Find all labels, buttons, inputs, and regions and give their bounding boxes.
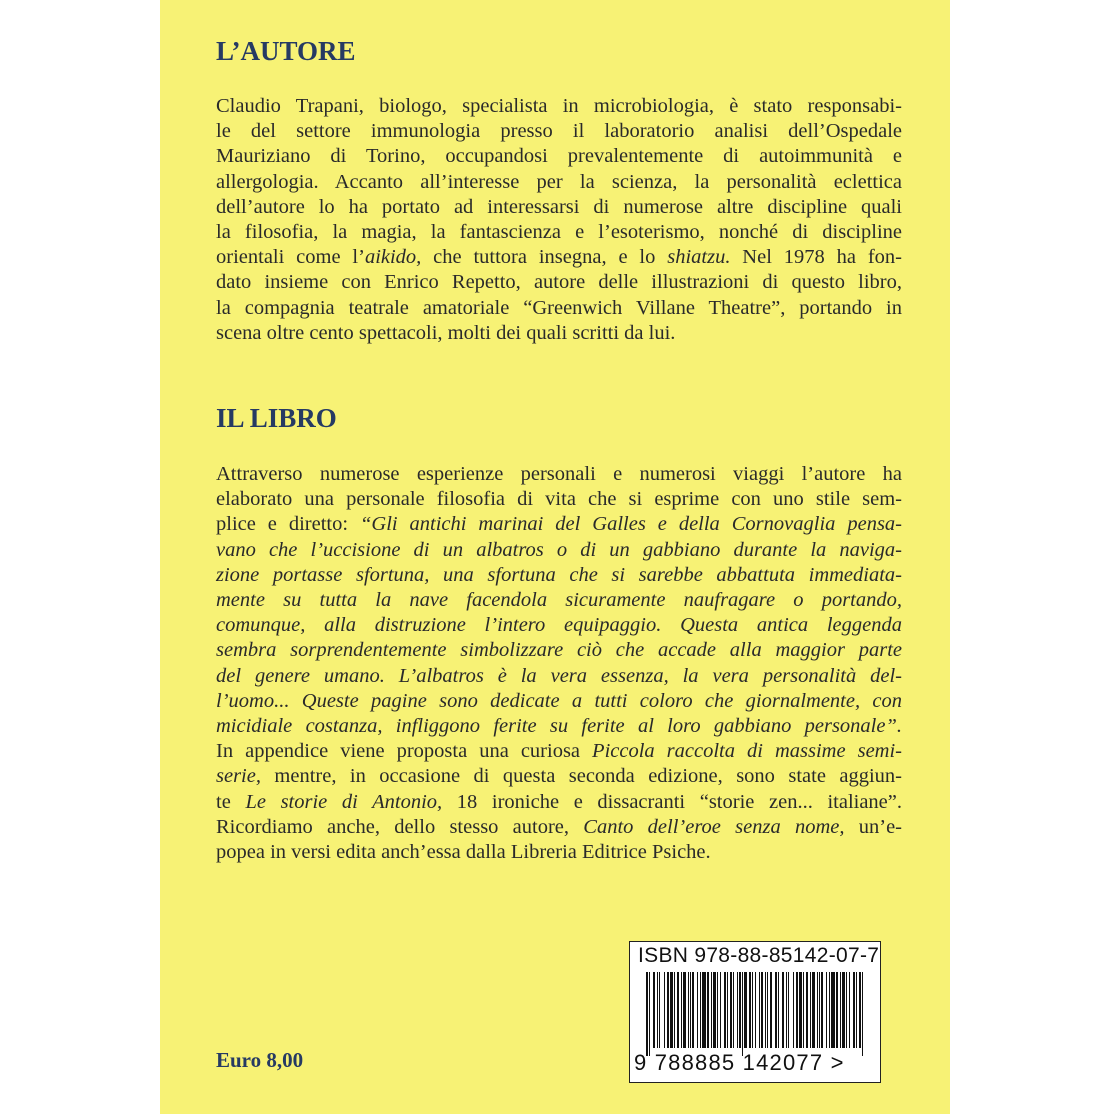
barcode-bar bbox=[819, 972, 820, 1048]
barcode-bar bbox=[711, 972, 712, 1048]
barcode-bar bbox=[755, 972, 756, 1048]
barcode-bar bbox=[799, 972, 802, 1048]
book-paragraph bbox=[216, 462, 902, 865]
book-line: vano che l’uccisione di un albatros o di un gabbiano durante la naviga- bbox=[216, 538, 902, 561]
barcode-bar bbox=[667, 972, 669, 1048]
barcode-bar bbox=[720, 972, 721, 1048]
barcode-bar bbox=[856, 972, 857, 1048]
barcode-bar bbox=[765, 972, 766, 1048]
barcode-bar bbox=[836, 972, 838, 1048]
barcode-bar bbox=[853, 972, 855, 1048]
isbn-label: ISBN 978-88-85142-07-7 bbox=[638, 944, 880, 967]
book-line: sembra sorprendentemente simbolizzare ciò che accade alla maggior parte bbox=[216, 639, 902, 662]
barcode-bar bbox=[812, 972, 815, 1048]
author-line: orientali come l’aikido, che tuttora insegna, e lo shiatzu. Nel 1978 ha fon- bbox=[216, 246, 902, 269]
book-line: serie, mentre, in occasione di questa seconda edizione, sono state aggiun- bbox=[216, 765, 902, 788]
book-line: mente su tutta la nave facendola sicuramente naufragare o portando, bbox=[216, 589, 902, 612]
author-paragraph bbox=[216, 94, 902, 346]
barcode-bar bbox=[761, 972, 763, 1048]
barcode-bar bbox=[657, 972, 658, 1048]
barcode-bar bbox=[849, 972, 850, 1048]
barcode-digits: 9 788885 142077 > bbox=[634, 1050, 845, 1075]
price-label: Euro 8,00 bbox=[216, 1048, 304, 1072]
barcode-bar bbox=[831, 972, 835, 1048]
barcode-bar bbox=[670, 972, 673, 1048]
author-heading: L’AUTORE bbox=[216, 36, 356, 66]
barcode-bar bbox=[744, 972, 747, 1048]
book-line: comunque, alla distruzione l’intero equipaggio. Questa antica leggenda bbox=[216, 614, 902, 637]
barcode-bar bbox=[786, 972, 787, 1048]
barcode-bar bbox=[770, 972, 772, 1048]
barcode-bar bbox=[862, 972, 863, 1056]
author-line: la compagnia teatrale amatoriale “Greenwich Villane Theatre”, portando in bbox=[216, 296, 902, 319]
barcode-bar bbox=[817, 972, 818, 1048]
author-line: Claudio Trapani, biologo, specialista in microbiologia, è stato responsabi- bbox=[216, 95, 902, 117]
barcode-bar bbox=[724, 972, 726, 1048]
book-heading: IL LIBRO bbox=[216, 403, 337, 433]
barcode-bar bbox=[664, 972, 665, 1048]
barcode-bar bbox=[749, 972, 751, 1048]
book-line: te Le storie di Antonio, 18 ironiche e dissacranti “storie zen... italiane”. bbox=[216, 790, 903, 813]
barcode-bar bbox=[659, 972, 660, 1048]
barcode-bar bbox=[702, 972, 706, 1048]
book-line: Ricordiamo anche, dello stesso autore, Canto dell’eroe senza nome, un’e- bbox=[216, 815, 902, 838]
barcode-bar bbox=[759, 972, 760, 1048]
barcode-bar bbox=[697, 972, 698, 1048]
barcode-bar bbox=[737, 972, 738, 1048]
book-line: l’uomo... Queste pagine sono dedicate a tutti coloro che giornalmente, con bbox=[216, 689, 902, 712]
barcode-bar bbox=[803, 972, 804, 1048]
book-line: elaborato una personale filosofia di vita che si esprime con uno stile sem- bbox=[216, 488, 902, 511]
barcode-bar bbox=[653, 972, 655, 1048]
barcode-bar bbox=[829, 972, 830, 1048]
barcode-bar bbox=[730, 972, 732, 1048]
barcode-bar bbox=[796, 972, 798, 1048]
barcode-bar bbox=[707, 972, 709, 1048]
book-line: micidiale costanza, infliggono ferite su ferite al loro gabbiano personale”. bbox=[216, 715, 902, 738]
book-line: popea in versi edita anch’essa dalla Libreria Editrice Psiche. bbox=[216, 841, 711, 864]
barcode-bar bbox=[727, 972, 728, 1048]
author-line: dell’autore lo ha portato ad interessarsi di numerose altre discipline quali bbox=[216, 195, 902, 218]
barcode-bar bbox=[840, 972, 841, 1048]
barcode-bar bbox=[846, 972, 847, 1048]
barcode-bar bbox=[826, 972, 827, 1048]
barcode-bar bbox=[739, 972, 741, 1048]
book-line: zione portasse sfortuna, una sfortuna che si sarebbe abbattuta immediata- bbox=[216, 563, 902, 586]
barcode-bar bbox=[681, 972, 682, 1048]
barcode-bar bbox=[793, 972, 794, 1048]
barcode-bar bbox=[646, 972, 648, 1056]
book-line: Attraverso numerose esperienze personali e numerosi viaggi l’autore ha bbox=[216, 463, 902, 485]
barcode-bar bbox=[767, 972, 768, 1048]
barcode-bar bbox=[778, 972, 779, 1048]
barcode-bar bbox=[821, 972, 823, 1048]
author-line: le del settore immunologia presso il laboratorio analisi dell’Ospedale bbox=[216, 120, 902, 143]
book-line: del genere umano. L’albatros è la vera essenza, la vera personalità del- bbox=[216, 664, 902, 687]
barcode-bar bbox=[782, 972, 784, 1048]
author-line: scena oltre cento spettacoli, molti dei quali scritti da lui. bbox=[216, 321, 676, 344]
barcode-bar bbox=[752, 972, 753, 1048]
barcode-bar bbox=[775, 972, 777, 1048]
barcode-bar bbox=[674, 972, 675, 1048]
barcode-bar bbox=[788, 972, 789, 1048]
barcode-bar bbox=[677, 972, 679, 1048]
author-line: la filosofia, la magia, la fantascienza e l’esoterismo, nonché di discipline bbox=[216, 221, 902, 244]
barcode-bar bbox=[810, 972, 811, 1048]
barcode-bar bbox=[683, 972, 686, 1048]
barcode-bar bbox=[690, 972, 691, 1048]
barcode-bar bbox=[700, 972, 701, 1048]
author-line: Mauriziano di Torino, occupandosi prevalentemente di autoimmunità e bbox=[216, 145, 902, 168]
author-line: allergologia. Accanto all’interesse per la scienza, la personalità eclettica bbox=[216, 170, 902, 193]
barcode-bar bbox=[842, 972, 845, 1048]
barcode-bar bbox=[742, 972, 743, 1056]
barcode-bar bbox=[733, 972, 734, 1048]
barcode-bar bbox=[859, 972, 861, 1048]
book-line: plice e diretto: “Gli antichi marinai del Galles e della Cornovaglia pensa- bbox=[216, 513, 902, 536]
book-line: In appendice viene proposta una curiosa Piccola raccolta di massime semi- bbox=[216, 740, 902, 763]
barcode-bar bbox=[717, 972, 718, 1048]
barcode-bar bbox=[713, 972, 716, 1048]
barcode-bar bbox=[649, 972, 650, 1056]
barcode-bar bbox=[692, 972, 694, 1048]
barcode-bar bbox=[688, 972, 689, 1048]
author-line: dato insieme con Enrico Repetto, autore delle illustrazioni di questo libro, bbox=[216, 271, 902, 294]
barcode-bar bbox=[806, 972, 808, 1048]
isbn-barcode bbox=[629, 941, 881, 1083]
